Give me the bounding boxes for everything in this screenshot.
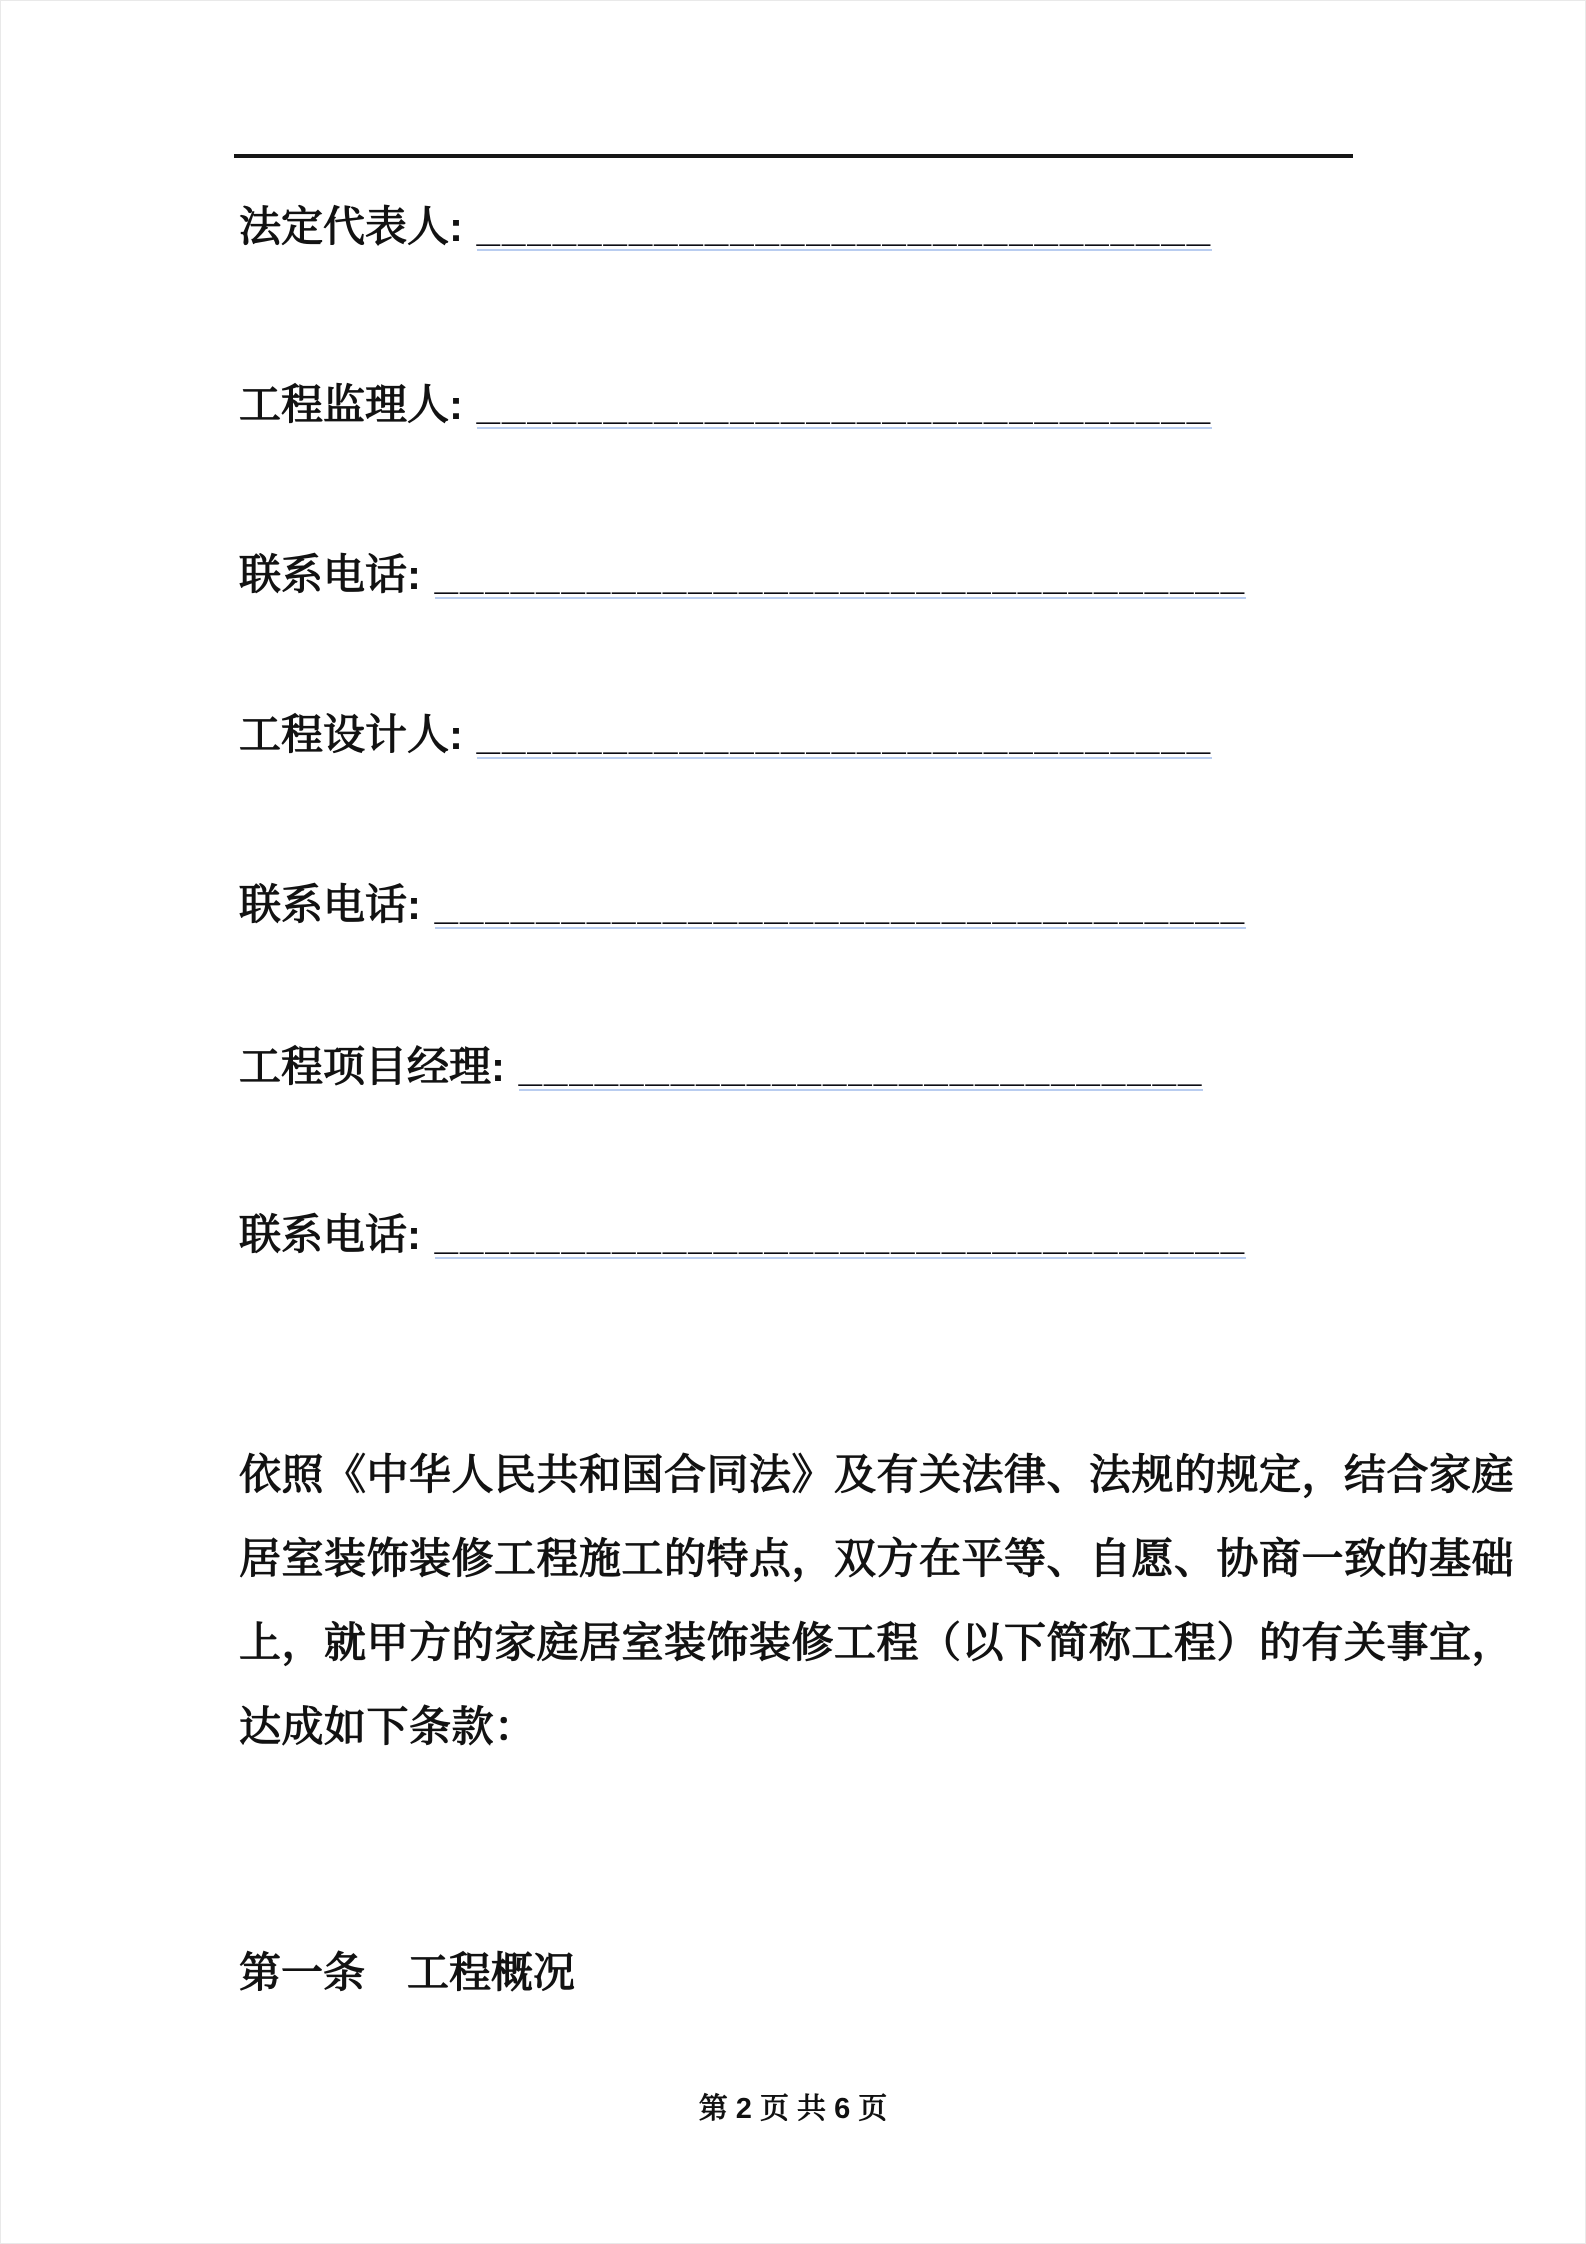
legal-representative-blank: _____________________________ [476, 203, 1213, 250]
form-row-project-supervisor [239, 381, 1399, 429]
project-manager-blank: ___________________________ [518, 1043, 1204, 1090]
contract-preamble [239, 1433, 1515, 1769]
form-row-legal-representative [239, 203, 1399, 251]
contact-phone-3-label: 联系电话: [239, 1211, 421, 1258]
project-designer-blank: _____________________________ [476, 711, 1213, 758]
contact-phone-3-blank: ________________________________ [434, 1211, 1247, 1258]
contact-phone-2-blank: ________________________________ [434, 881, 1247, 928]
project-manager-label: 工程项目经理: [239, 1043, 505, 1090]
page-number-indicator: 第 2 页 共 6 页 [698, 2093, 888, 2125]
preamble-line-4: 达成如下条款： [239, 1703, 537, 1750]
preamble-line-3: 上，就甲方的家庭居室装饰装修工程（以下简称工程）的有关事宜， [239, 1619, 1515, 1666]
project-supervisor-label: 工程监理人: [239, 381, 463, 428]
contact-phone-1-blank: ________________________________ [434, 551, 1247, 598]
form-row-project-manager [239, 1043, 1399, 1091]
form-row-contact-phone-2 [239, 881, 1399, 929]
contact-phone-2-label: 联系电话: [239, 881, 421, 928]
section-heading-article-1: 第一条 工程概况 [239, 1949, 576, 1996]
form-row-project-designer [239, 711, 1399, 759]
header-rule [234, 154, 1353, 158]
preamble-line-2: 居室装饰装修工程施工的特点，双方在平等、自愿、协商一致的基础 [239, 1535, 1515, 1582]
form-row-contact-phone-3 [239, 1211, 1399, 1259]
project-designer-label: 工程设计人: [239, 711, 463, 758]
contact-phone-1-label: 联系电话: [239, 551, 421, 598]
preamble-line-1: 依照《中华人民共和国合同法》及有关法律、法规的规定，结合家庭 [239, 1451, 1515, 1498]
form-row-contact-phone-1 [239, 551, 1399, 599]
project-supervisor-blank: _____________________________ [476, 381, 1213, 428]
legal-representative-label: 法定代表人: [239, 203, 463, 250]
